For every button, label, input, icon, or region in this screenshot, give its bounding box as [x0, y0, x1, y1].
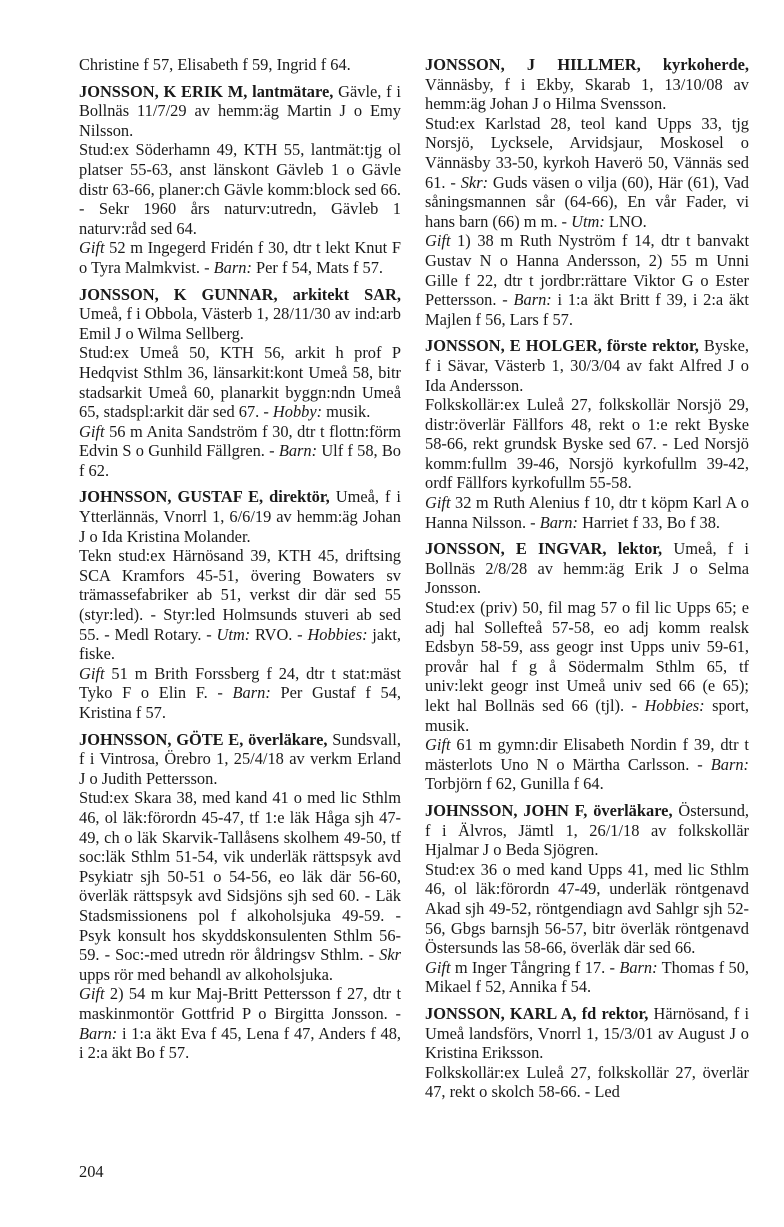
biography-entry: [425, 1004, 749, 1102]
entry-title: direktör,: [269, 487, 330, 507]
field-label: Utm:: [571, 211, 605, 231]
entry-title: fd rektor,: [581, 1003, 649, 1023]
field-label: Barn:: [278, 441, 318, 461]
entry-paragraph: [425, 395, 749, 493]
entry-text: m Inger Tångring f 17. -: [450, 957, 620, 977]
left-column: [79, 55, 401, 1070]
biography-entry: [425, 539, 749, 794]
entry-title: arkitekt SAR,: [292, 284, 401, 304]
entry-text: sport, musik.: [425, 696, 749, 735]
entry-name: JONSSON, K GUNNAR,: [79, 284, 278, 304]
entry-text: 52 m Ingegerd Fridén f 30, dtr t lekt Knut F o Tyra Malmkvist. -: [79, 238, 401, 277]
field-label: Barn:: [619, 957, 658, 977]
entry-intro: [79, 285, 401, 344]
entry-paragraph: [425, 114, 749, 232]
biography-entry: [79, 730, 401, 1063]
entry-name: JOHNSSON, GUSTAF E,: [79, 487, 264, 507]
entry-text: Stud:ex Söderhamn 49, KTH 55, lantmät:tjg ol platser 55-63, anst länskont Gävleb 1 o Gävle distr 63-66, planer:ch Gävle komm:block sed 66. - Sekr 1960 års naturv:utredn, Gävleb 1 naturv:råd sed 64.: [79, 140, 401, 238]
field-label: Gift: [425, 957, 451, 977]
entry-text: Östersund, f i Älvros, Jämtl 1, 26/1/18 av folkskollär Hjalmar J o Beda Sjögren.: [425, 800, 749, 860]
entry-paragraph: [79, 664, 401, 723]
field-label: Gift: [425, 231, 451, 251]
entry-text: Torbjörn f 62, Gunilla f 64.: [425, 774, 604, 794]
field-label: Skr: [379, 945, 401, 965]
entry-paragraph: [425, 598, 749, 735]
entry-name: JONSSON, E HOLGER,: [425, 336, 602, 356]
entry-paragraph: [425, 958, 749, 997]
entry-text: musik.: [322, 402, 371, 422]
biography-entry: [79, 487, 401, 722]
entry-text: Harriet f 33, Bo f 38.: [577, 512, 720, 532]
entry-name: JOHNSSON, JOHN F,: [425, 800, 588, 820]
entry-paragraph: [79, 422, 401, 481]
entry-paragraph: [79, 140, 401, 238]
field-label: Barn:: [710, 754, 749, 774]
entry-name: JONSSON, E INGVAR,: [425, 539, 607, 559]
entry-text: 32 m Ruth Alenius f 10, dtr t köpm Karl A o Hanna Nilsson. -: [425, 493, 749, 532]
field-label: Utm:: [216, 624, 251, 644]
biography-entry: [425, 336, 749, 532]
field-label: Skr:: [460, 172, 489, 192]
entry-text: Stud:ex Karlstad 28, teol kand Upps 33, tjg Norsjö, Lycksele, Arvidsjaur, Moskosel o Vännäsby 33-50, kyrkoh Haverö 50, Vännäs sed 61. -: [425, 113, 749, 192]
entry-text: Folkskollär:ex Luleå 27, folkskollär Norsjö 29, distr:överlär Fällfors 48, rekt o 1:e rekt Byske 58-66, rekt grundsk Byske sed 67. - Led Norsjö komm:fullm 39-46, Norsjö kyrkofullm 39-42, ordf Fällfors kyrkofullm 55-58.: [425, 395, 749, 493]
biography-entry: [79, 55, 401, 75]
entry-text: LNO.: [604, 211, 647, 231]
entry-text: Umeå, f i Ytterlännäs, Vnorrl 1, 6/6/19 av hemm:äg Johan J o Ida Kristina Molander.: [79, 487, 401, 546]
biography-entry: [425, 55, 749, 329]
biography-entry: [425, 801, 749, 997]
entry-text: Stud:ex Skara 38, med kand 41 o med lic Sthlm 46, ol läk:förordn 45-47, tf 1:e läk Håga sjh 47-49, ch o läk Skarvik-Tallåsens skolhem 49-50, tf soc:läk Sthlm 51-54, vik underläk rättspsyk avd Psykiatr sjh 50-51 o 54-56, eo läk där 56-60, överläk rättspsyk avd Sidsjöns sjh sed 60. - Läk Stadsmissionens pol f alkoholsjuka 49-59. - Psyk konsult hos skyddskonsulenten Sthlm 56-59. - Soc:-med utredn rör åldringsv Sthlm. -: [79, 788, 401, 965]
field-label: Hobby:: [272, 402, 323, 422]
entry-text: i 1:a äkt Eva f 45, Lena f 47, Anders f 48, i 2:a äkt Bo f 57.: [79, 1023, 401, 1063]
entry-text: RVO. -: [250, 624, 308, 644]
entry-text: Ulf f 58, Bo f 62.: [79, 441, 401, 480]
entry-name: JONSSON, KARL A,: [425, 1003, 577, 1023]
entry-paragraph: [79, 343, 401, 421]
entry-text: Vännäsby, f i Ekby, Skarab 1, 13/10/08 av hemm:äg Johan J o Hilma Svensson.: [425, 74, 749, 114]
entry-title: kyrkoherde,: [662, 55, 749, 74]
entry-text: Stud:ex Umeå 50, KTH 56, arkit h prof P Hedqvist Sthlm 36, länsarkit:kont Umeå 58, bitr stadsarkit Umeå 60, planarkit byggn:ndn Umeå 65, stadspl:arkit där sed 67. -: [79, 343, 401, 422]
entry-text: Tekn stud:ex Härnösand 39, KTH 45, driftsing SCA Kramfors 45-51, övering Bowaters sv trämassefabriker ab 51, verkst dir där sed 55 (styr:led). - Styr:led Holmsunds stuveri ab sed 55. - Medl Rotary. -: [79, 546, 401, 644]
entry-paragraph: [425, 860, 749, 958]
entry-paragraph: [425, 493, 749, 532]
entry-text: Umeå, f i Obbola, Västerb 1, 28/11/30 av ind:arb Emil J o Wilma Sellberg.: [79, 304, 401, 343]
right-column: [425, 55, 749, 1109]
entry-title: förste rektor,: [606, 336, 699, 356]
entry-title: överläkare,: [248, 729, 328, 749]
entry-text: 2) 54 m kur Maj-Britt Pettersson f 27, dtr t maskinmontör Gottfrid P o Birgitta Jonsson. -: [79, 984, 401, 1023]
entry-text: Thomas f 50, Mikael f 52, Annika f 54.: [425, 957, 749, 997]
entry-name: JOHNSSON, GÖTE E,: [79, 729, 244, 749]
entry-text: 61 m gymn:dir Elisabeth Nordin f 39, dtr t mästerlots Uno N o Märtha Carlsson. -: [425, 735, 749, 774]
entry-text: i 1:a äkt Britt f 39, i 2:a äkt Majlen f 56, Lars f 57.: [425, 290, 749, 329]
entry-name: JONSSON, J HILLMER,: [425, 55, 641, 74]
entry-text: Stud:ex (priv) 50, fil mag 57 o fil lic Upps 65; e adj hal Sollefteå 57-58, eo adj komm realsk Edsbyn 58-59, ass geogr inst Upps univ 59-61, provår hal f g å Södermalm Sthlm 65, tf univ:lekt geogr inst Umeå univ sed 66 (e 65); lekt hal Bollnäs sed 66 (tjl). -: [425, 598, 749, 715]
entry-intro: [425, 55, 749, 114]
entry-text: Stud:ex 36 o med kand Upps 41, med lic Sthlm 46, ol läk:förordn 47-49, underläk röntgenavd Akad sjh 49-52, röntgendiagn avd Sahlgr sjh 52-56, Gbgs barnsjh 56-57, bitr överläk röntgenavd Östersunds las 58-66, överläk där sed 66.: [425, 859, 749, 958]
entry-paragraph: [79, 788, 401, 984]
entry-text: Umeå, f i Bollnäs 2/8/28 av hemm:äg Erik J o Selma Jonsson.: [425, 539, 749, 598]
entry-text: Folkskollär:ex Luleå 27, folkskollär 27, överlär 47, rekt o skolch 58-66. - Led: [425, 1062, 749, 1102]
entry-text: Sundsvall, f i Vintrosa, Örebro 1, 25/4/18 av verkm Erland J o Judith Pettersson.: [79, 729, 401, 788]
entry-text: Per Gustaf f 54, Kristina f 57.: [79, 683, 401, 722]
entry-intro: [425, 539, 749, 598]
entry-title: lektor,: [617, 539, 663, 559]
entry-title: lantmätare,: [252, 81, 334, 101]
entry-paragraph: [79, 546, 401, 664]
entry-text: 51 m Brith Forssberg f 24, dtr t stat:mäst Tyko F o Elin F. -: [79, 663, 401, 703]
field-label: Hobbies:: [644, 696, 705, 715]
entry-paragraph: [425, 1063, 749, 1102]
field-label: Barn:: [79, 1023, 118, 1043]
entry-text: Byske, f i Sävar, Västerb 1, 30/3/04 av fakt Alfred J o Ida Andersson.: [425, 336, 749, 395]
entry-text: 56 m Anita Sandström f 30, dtr t flottn:förm Edvin S o Gunhild Fällgren. -: [79, 421, 401, 461]
field-label: Gift: [425, 735, 451, 755]
page-number: 204: [79, 1162, 104, 1181]
entry-paragraph: [425, 735, 749, 794]
biography-entry: [79, 285, 401, 481]
entry-paragraph: [425, 231, 749, 329]
entry-paragraph: [79, 238, 401, 277]
entry-text: Härnösand, f i Umeå landsförs, Vnorrl 1, 15/3/01 av August J o Kristina Eriksson.: [425, 1003, 750, 1063]
field-label: Barn:: [232, 683, 271, 703]
entry-text: Per f 54, Mats f 57.: [251, 257, 384, 277]
entry-text: 1) 38 m Ruth Nyström f 14, dtr t banvakt Gustav N o Hanna Andersson, 2) 55 m Unni Gille f 22, dtr t jordbr:rättare Viktor G o Ester Pettersson. -: [425, 231, 749, 310]
entry-intro: [79, 730, 401, 789]
entry-paragraph: [79, 984, 401, 1062]
field-label: Gift: [79, 984, 105, 1004]
entry-title: överläkare,: [593, 800, 673, 820]
field-label: Barn:: [513, 290, 552, 310]
entry-intro: [79, 487, 401, 546]
entry-intro: [79, 55, 401, 75]
entry-text: Guds väsen o vilja (60), Här (61), Vad såningsmannen sår (64-66), En vår Fader, vi hans barn (66) m m. -: [425, 172, 749, 231]
entry-intro: [79, 82, 401, 141]
biography-entry: [79, 82, 401, 278]
field-label: Barn:: [539, 512, 578, 532]
entry-intro: [425, 1004, 749, 1063]
field-label: Barn:: [213, 257, 252, 277]
field-label: Gift: [425, 493, 451, 513]
entry-text: jakt, fiske.: [79, 624, 401, 664]
entry-text: Gävle, f i Bollnäs 11/7/29 av hemm:äg Martin J o Emy Nilsson.: [79, 81, 401, 140]
field-label: Gift: [79, 663, 105, 683]
entry-name: JONSSON, K ERIK M,: [79, 81, 248, 101]
entry-intro: [425, 336, 749, 395]
field-label: Gift: [79, 238, 105, 258]
field-label: Hobbies:: [307, 624, 368, 644]
field-label: Gift: [79, 421, 105, 441]
entry-intro: [425, 801, 749, 860]
entry-text: Christine f 57, Elisabeth f 59, Ingrid f 64.: [79, 55, 351, 74]
entry-text: upps rör med behandl av alkoholsjuka.: [79, 964, 333, 984]
